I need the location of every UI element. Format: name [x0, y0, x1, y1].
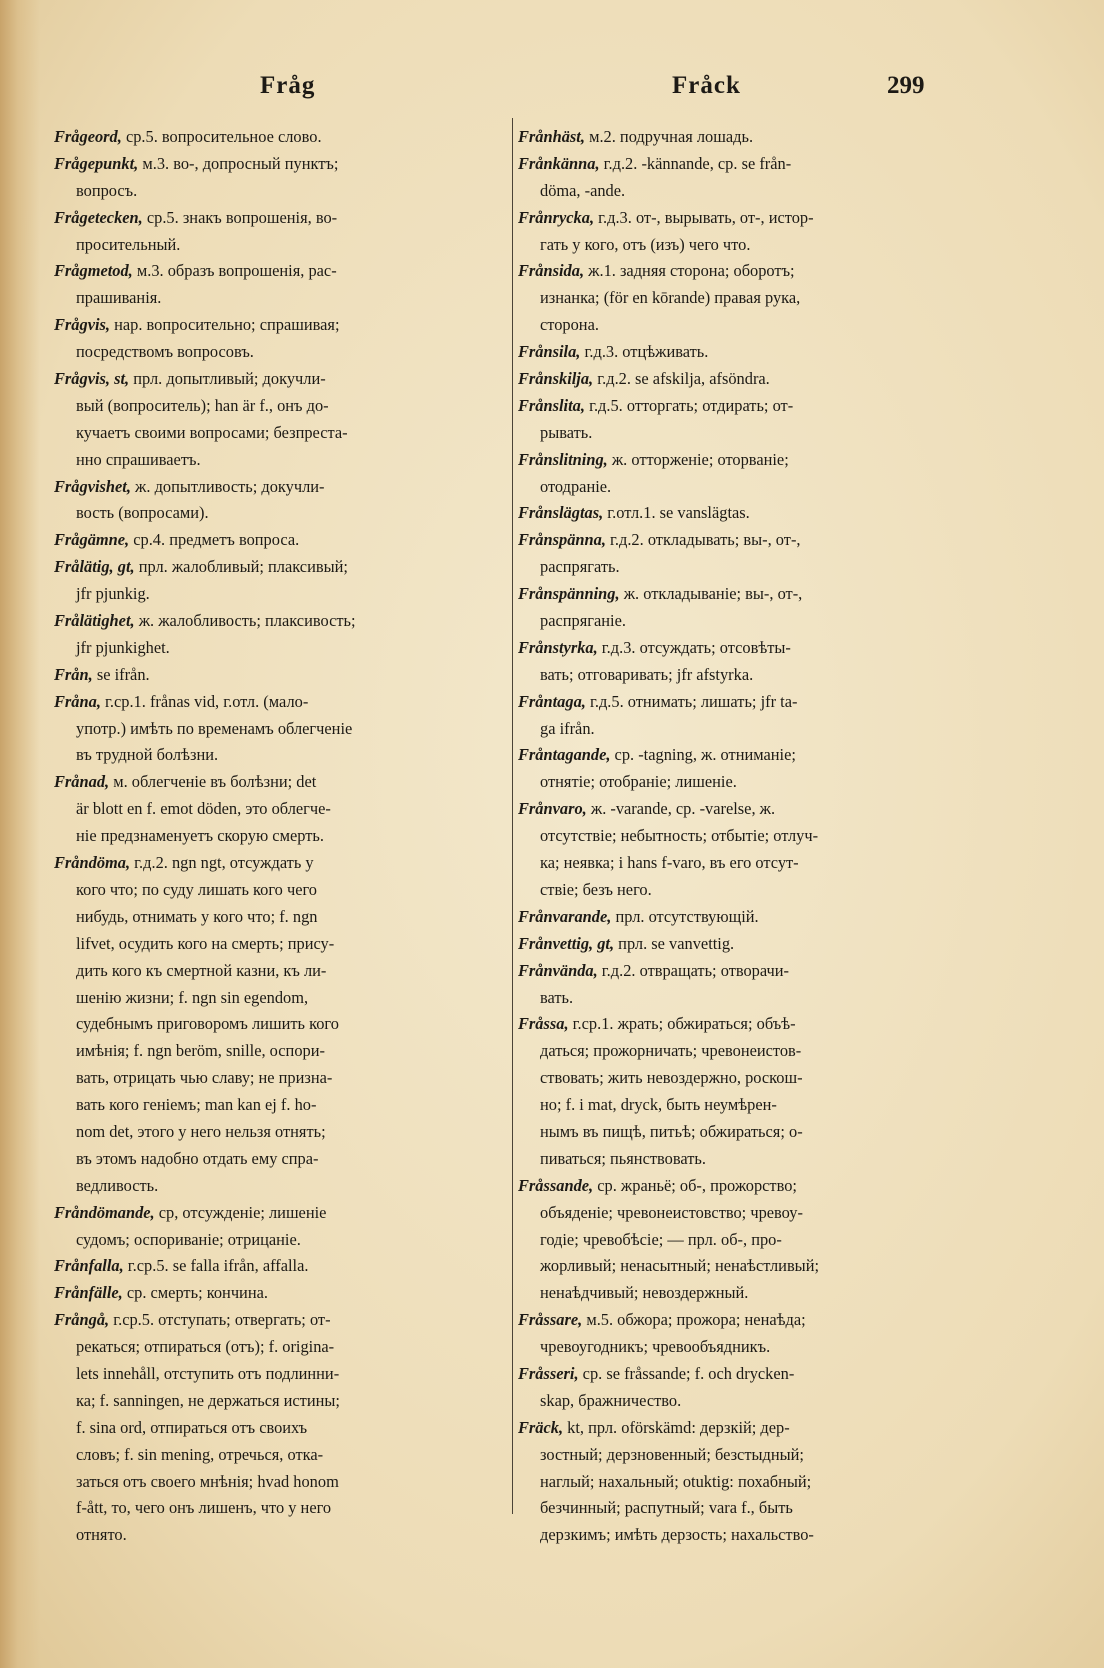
definition-text: отсутствіе; небытность; отбытіе; отлуч-	[540, 826, 819, 846]
entry-continuation-line	[54, 1173, 504, 1200]
entry-continuation-line	[518, 474, 968, 501]
headword: Frånspänning,	[518, 584, 620, 604]
definition-text: skap, бражничество.	[540, 1390, 682, 1410]
entry-continuation-line	[54, 1469, 504, 1496]
right-column	[518, 124, 968, 1549]
definition-text: ж. отторженіе; оторваніе;	[607, 449, 789, 469]
entry-continuation-line	[518, 823, 968, 850]
entry-continuation-line	[54, 339, 504, 366]
definition-text: ga ifrån.	[540, 718, 595, 738]
definition-text: годіе; чревобѣсіе; — прл. об-, про-	[540, 1229, 782, 1249]
definition-text: г.д.2. отвращать; отворачи-	[597, 960, 789, 980]
entry-continuation-line	[54, 1119, 504, 1146]
entry-continuation-line	[518, 1495, 968, 1522]
headword: Frånvarande,	[518, 906, 612, 926]
headword: Frånfalla,	[54, 1256, 124, 1276]
entry-line	[518, 366, 968, 393]
definition-text: прл. допытливый; докучли-	[129, 369, 326, 389]
definition-text: ведливость.	[76, 1175, 159, 1195]
headword: Frånfälle,	[54, 1283, 123, 1303]
definition-text: ненаѣдчивый; невоздержный.	[540, 1283, 749, 1303]
definition-text: г.д.2. se afskilja, afsöndra.	[593, 369, 770, 389]
definition-text: г.ср.1. жрать; обжираться; объѣ-	[568, 1014, 796, 1034]
definition-text: заться отъ своего мнѣнія; hvad honom	[76, 1471, 339, 1491]
definition-text: зостный; дерзновенный; безстыдный;	[540, 1444, 804, 1464]
entry-continuation-line	[518, 608, 968, 635]
headword: Frågvis,	[54, 315, 111, 335]
definition-text: ка; f. sanningen, не держаться истины;	[76, 1390, 340, 1410]
definition-text: ка; неявка; i hans f-varo, въ его отсут-	[540, 853, 799, 873]
definition-text: г.д.5. отторгать; отдирать; от-	[584, 395, 794, 415]
entry-line	[518, 635, 968, 662]
entry-line	[518, 581, 968, 608]
definition-text: объяденіе; чревонеистовство; чревоу-	[540, 1202, 803, 1222]
entry-continuation-line	[54, 1011, 504, 1038]
headword: Frånvaro,	[518, 799, 587, 819]
entry-continuation-line	[518, 285, 968, 312]
headword: Frånslitning,	[518, 449, 608, 469]
definition-text: чревоугодникъ; чревообъядникъ.	[540, 1337, 771, 1357]
headword: Frågvishet,	[54, 476, 131, 496]
entry-continuation-line	[518, 985, 968, 1012]
headword: Fråndömande,	[54, 1202, 155, 1222]
definition-text: ср. se fråssande; f. och drycken-	[578, 1363, 795, 1383]
definition-text: г.отл.1. se vanslägtas.	[603, 503, 750, 523]
headword: Fråssande,	[518, 1175, 594, 1195]
definition-text: м.3. во-, допросный пунктъ;	[138, 153, 339, 173]
definition-text: просительный.	[76, 234, 181, 254]
entry-continuation-line	[518, 1146, 968, 1173]
entry-continuation-line	[54, 1334, 504, 1361]
entry-continuation-line	[518, 1280, 968, 1307]
entry-line	[54, 258, 504, 285]
entry-continuation-line	[518, 312, 968, 339]
entry-continuation-line	[54, 1388, 504, 1415]
entry-continuation-line	[518, 1038, 968, 1065]
definition-text: въ этомъ надобно отдать ему спра-	[76, 1148, 319, 1168]
entry-continuation-line	[518, 178, 968, 205]
definition-text: г.д.3. от-, вырывать, от-, истор-	[594, 207, 814, 227]
entry-continuation-line	[518, 1092, 968, 1119]
definition-text: словъ; f. sin mening, отречься, отка-	[76, 1444, 324, 1464]
definition-text: kt, прл. oförskämd: дерзкій; дер-	[563, 1417, 790, 1437]
page-edge-shadow	[0, 0, 40, 1668]
definition-text: въ трудной болѣзни.	[76, 745, 219, 765]
definition-text: пиваться; пьянствовать.	[540, 1148, 706, 1168]
entry-continuation-line	[54, 823, 504, 850]
definition-text: м.2. подручная лошадь.	[584, 127, 754, 146]
entry-line	[54, 366, 504, 393]
headword: Fräck,	[518, 1417, 564, 1437]
definition-text: se ifrån.	[92, 664, 150, 684]
entry-line	[54, 1253, 504, 1280]
headword: Frågämne,	[54, 530, 130, 550]
entry-continuation-line	[518, 1522, 968, 1549]
definition-text: рекаться; отпираться (отъ); f. origina-	[76, 1337, 335, 1357]
definition-text: распрягать.	[540, 557, 620, 577]
entry-line	[518, 339, 968, 366]
entry-line	[54, 689, 504, 716]
entry-line	[518, 124, 968, 151]
definition-text: ж. жалобливость; плаксивость;	[134, 611, 356, 631]
entry-continuation-line	[518, 850, 968, 877]
definition-text: ствовать; жить невоздержно, роскош-	[540, 1068, 803, 1088]
definition-text: нар. вопросительно; спрашивая;	[110, 315, 340, 335]
headword: Fråssa,	[518, 1014, 569, 1034]
definition-text: г.д.2. -kännande, ср. se från-	[599, 153, 792, 173]
entry-continuation-line	[54, 1092, 504, 1119]
entry-continuation-line	[54, 1038, 504, 1065]
entry-continuation-line	[518, 232, 968, 259]
entry-continuation-line	[54, 1361, 504, 1388]
entry-line	[518, 527, 968, 554]
entry-continuation-line	[54, 1495, 504, 1522]
definition-text: но; f. i mat, dryck, быть неумѣрен-	[540, 1095, 777, 1115]
entry-line	[518, 689, 968, 716]
headword: Frånspänna,	[518, 530, 606, 550]
definition-text: употр.) имѣть по временамъ облегченіе	[76, 718, 353, 738]
definition-text: распряганіе.	[540, 611, 626, 631]
definition-text: lets innehåll, отступить отъ подлинни-	[76, 1363, 340, 1383]
definition-text: отнято.	[76, 1525, 127, 1545]
entry-continuation-line	[54, 985, 504, 1012]
entry-continuation-line	[518, 769, 968, 796]
entry-continuation-line	[54, 877, 504, 904]
entry-continuation-line	[54, 796, 504, 823]
definition-text: г.ср.5. se falla ifrån, affalla.	[123, 1256, 309, 1276]
headword: Frånstyrka,	[518, 637, 598, 657]
definition-text: jfr pjunkig.	[76, 584, 150, 604]
definition-text: прл. жалобливый; плаксивый;	[134, 557, 348, 577]
left-guide-word: Fråg	[260, 72, 316, 99]
headword: Frånsila,	[518, 342, 581, 362]
column-divider	[512, 118, 513, 1514]
entry-line	[54, 662, 504, 689]
definition-text: м.5. обжора; прожора; ненаѣда;	[582, 1310, 806, 1330]
entry-continuation-line	[518, 1200, 968, 1227]
definition-text: кого что; по суду лишать кого чего	[76, 879, 318, 899]
definition-text: ср, отсужденіе; лишеніе	[154, 1202, 327, 1222]
definition-text: döma, -ande.	[540, 180, 626, 200]
definition-text: г.д.2. ngn ngt, отсуждать у	[130, 853, 314, 873]
definition-text: изнанка; (för en kōrande) правая рука,	[540, 288, 801, 308]
entry-continuation-line	[518, 1119, 968, 1146]
definition-text: м. облегченіе въ болѣзни; det	[109, 772, 317, 792]
definition-text: lifvet, осудить кого на смерть; прису-	[76, 933, 335, 953]
entry-continuation-line	[54, 178, 504, 205]
headword: Frånrycka,	[518, 207, 595, 227]
entry-continuation-line	[54, 1065, 504, 1092]
left-column	[54, 124, 504, 1549]
entry-line	[518, 742, 968, 769]
entry-continuation-line	[54, 1442, 504, 1469]
definition-text: ср. смерть; кончина.	[122, 1283, 268, 1303]
entry-line	[518, 258, 968, 285]
definition-text: jfr pjunkighet.	[76, 637, 170, 657]
definition-text: нно спрашиваетъ.	[76, 449, 201, 469]
entry-continuation-line	[518, 420, 968, 447]
definition-text: ср.4. предметъ вопроса.	[129, 530, 300, 550]
entry-continuation-line	[54, 581, 504, 608]
entry-line	[54, 554, 504, 581]
headword: Fråntaga,	[518, 691, 586, 711]
definition-text: г.д.3. отсуждать; отсовѣты-	[597, 637, 791, 657]
entry-continuation-line	[54, 1227, 504, 1254]
entry-continuation-line	[54, 904, 504, 931]
headword: Frågvis, st,	[54, 369, 130, 389]
headword: Frångå,	[54, 1310, 110, 1330]
definition-text: нибудь, отнимать у кого что; f. ngn	[76, 906, 318, 926]
entry-continuation-line	[518, 1388, 968, 1415]
definition-text: ж.1. задняя сторона; оборотъ;	[584, 261, 795, 281]
entry-line	[54, 1280, 504, 1307]
entry-line	[518, 500, 968, 527]
definition-text: f-ått, то, чего онъ лишенъ, что у него	[76, 1498, 332, 1518]
entry-continuation-line	[54, 1146, 504, 1173]
headword: Frågeord,	[54, 127, 122, 146]
definition-text: ніе предзнаменуетъ скорую смерть.	[76, 826, 324, 846]
definition-text: г.ср.1. frånas vid, г.отл. (мало-	[100, 691, 309, 711]
definition-text: прл. se vanvettig.	[614, 933, 735, 953]
page-header	[0, 72, 1104, 112]
definition-text: ср.5. знакъ вопрошенія, во-	[142, 207, 338, 227]
headword: Frånvettig, gt,	[518, 933, 615, 953]
definition-text: судебнымъ приговоромъ лишить кого	[76, 1014, 339, 1034]
definition-text: ствіе; безъ него.	[540, 879, 652, 899]
definition-text: судомъ; оспориваніе; отрицаніе.	[76, 1229, 301, 1249]
definition-text: вать кого геніемъ; man kan ej f. ho-	[76, 1095, 317, 1115]
entry-line	[518, 931, 968, 958]
entry-line	[54, 527, 504, 554]
definition-text: f. sina ord, отпираться отъ своихъ	[76, 1417, 308, 1437]
entry-continuation-line	[518, 877, 968, 904]
definition-text: посредствомъ вопросовъ.	[76, 342, 254, 362]
entry-line	[54, 1200, 504, 1227]
headword: Frånkänna,	[518, 153, 600, 173]
definition-text: безчинный; распутный; vara f., быть	[540, 1498, 793, 1518]
right-guide-word: Fråck	[672, 72, 741, 99]
definition-text: ж. допытливость; докучли-	[130, 476, 325, 496]
entry-line	[518, 1361, 968, 1388]
entry-line	[54, 205, 504, 232]
entry-line	[518, 1415, 968, 1442]
entry-continuation-line	[54, 1415, 504, 1442]
headword: Frågetecken,	[54, 207, 143, 227]
definition-text: имѣнія; f. ngn beröm, snille, оспори-	[76, 1041, 325, 1061]
entry-continuation-line	[54, 635, 504, 662]
definition-text: вать.	[540, 987, 574, 1007]
entry-line	[54, 151, 504, 178]
entry-continuation-line	[54, 716, 504, 743]
definition-text: ср. -tagning, ж. отниманіе;	[610, 745, 796, 765]
headword: Frånslita,	[518, 395, 585, 415]
headword: Fråndöma,	[54, 853, 131, 873]
headword: Fråsseri,	[518, 1363, 579, 1383]
definition-text: ж. откладываніе; вы-, от-,	[619, 584, 803, 604]
entry-continuation-line	[54, 285, 504, 312]
entry-continuation-line	[54, 393, 504, 420]
entry-continuation-line	[54, 232, 504, 259]
entry-line	[54, 124, 504, 151]
definition-text: кучаетъ своими вопросами; безпреста-	[76, 422, 348, 442]
definition-text: дерзкимъ; имѣть дерзость; нахальство-	[540, 1525, 814, 1545]
definition-text: прл. отсутствующій.	[611, 906, 759, 926]
headword: Frågepunkt,	[54, 153, 139, 173]
headword: Från,	[54, 664, 93, 684]
entry-line	[518, 904, 968, 931]
definition-text: г.д.3. отцѣживать.	[580, 342, 709, 362]
entry-line	[518, 205, 968, 232]
headword: Frånskilja,	[518, 369, 594, 389]
entry-line	[518, 796, 968, 823]
entry-line	[518, 447, 968, 474]
entry-continuation-line	[518, 1253, 968, 1280]
entry-continuation-line	[518, 1334, 968, 1361]
entry-line	[54, 1307, 504, 1334]
definition-text: nom det, этого у него нельзя отнять;	[76, 1121, 326, 1141]
definition-text: г.д.5. отнимать; лишать; jfr ta-	[585, 691, 798, 711]
entry-continuation-line	[54, 1522, 504, 1549]
entry-line	[518, 1011, 968, 1038]
definition-text: нымъ въ пищѣ, питьѣ; обжираться; о-	[540, 1121, 803, 1141]
headword: Frålätig, gt,	[54, 557, 135, 577]
definition-text: рывать.	[540, 422, 593, 442]
entry-continuation-line	[518, 716, 968, 743]
definition-text: жорливый; ненасытный; ненаѣстливый;	[540, 1256, 820, 1276]
entry-line	[518, 393, 968, 420]
definition-text: сторона.	[540, 315, 599, 335]
headword: Frånslägtas,	[518, 503, 604, 523]
definition-text: прашиванія.	[76, 288, 162, 308]
headword: Frånvända,	[518, 960, 598, 980]
definition-text: вать; отговаривать; jfr afstyrka.	[540, 664, 754, 684]
definition-text: шенію жизни; f. ngn sin egendom,	[76, 987, 309, 1007]
definition-text: м.3. образъ вопрошенія, рас-	[132, 261, 337, 281]
entry-continuation-line	[54, 500, 504, 527]
headword: Frånad,	[54, 772, 110, 792]
definition-text: гать у кого, отъ (изъ) чего что.	[540, 234, 751, 254]
entry-continuation-line	[518, 662, 968, 689]
entry-line	[54, 850, 504, 877]
headword: Frågmetod,	[54, 261, 133, 281]
definition-text: г.д.2. откладывать; вы-, от-,	[605, 530, 801, 550]
definition-text: г.ср.5. отступать; отвергать; от-	[109, 1310, 331, 1330]
headword: Frånsida,	[518, 261, 585, 281]
definition-text: отодраніе.	[540, 476, 612, 496]
entry-continuation-line	[54, 931, 504, 958]
page-number: 299	[887, 72, 925, 99]
entry-line	[54, 769, 504, 796]
entry-continuation-line	[54, 742, 504, 769]
definition-text: ж. -varande, ср. -varelse, ж.	[586, 799, 776, 819]
entry-line	[518, 958, 968, 985]
definition-text: ср.5. вопросительное слово.	[121, 127, 322, 146]
entry-continuation-line	[54, 420, 504, 447]
headword: Fråna,	[54, 691, 101, 711]
entry-continuation-line	[518, 1442, 968, 1469]
headword: Frånhäst,	[518, 127, 585, 146]
definition-text: даться; прожорничать; чревонеистов-	[540, 1041, 802, 1061]
entry-line	[518, 151, 968, 178]
definition-text: вый (вопроситель); han är f., онъ до-	[76, 395, 329, 415]
headword: Fråssare,	[518, 1310, 583, 1330]
entry-continuation-line	[54, 958, 504, 985]
definition-text: вопросъ.	[76, 180, 138, 200]
definition-text: отнятіе; отобраніе; лишеніе.	[540, 772, 737, 792]
headword: Fråntagande,	[518, 745, 611, 765]
definition-text: ср. жраньё; об-, прожорство;	[593, 1175, 797, 1195]
definition-text: вать, отрицать чью славу; не призна-	[76, 1068, 333, 1088]
definition-text: вость (вопросами).	[76, 503, 209, 523]
entry-continuation-line	[518, 1227, 968, 1254]
entry-line	[54, 474, 504, 501]
headword: Frålätighet,	[54, 611, 135, 631]
definition-text: дить кого къ смертной казни, къ ли-	[76, 960, 327, 980]
definition-text: наглый; нахальный; otuktig: похабный;	[540, 1471, 812, 1491]
entry-continuation-line	[54, 447, 504, 474]
entry-continuation-line	[518, 1469, 968, 1496]
entry-line	[54, 312, 504, 339]
entry-continuation-line	[518, 554, 968, 581]
definition-text: är blott en f. emot döden, это облегче-	[76, 799, 331, 819]
entry-line	[518, 1307, 968, 1334]
entry-line	[54, 608, 504, 635]
entry-line	[518, 1173, 968, 1200]
entry-continuation-line	[518, 1065, 968, 1092]
